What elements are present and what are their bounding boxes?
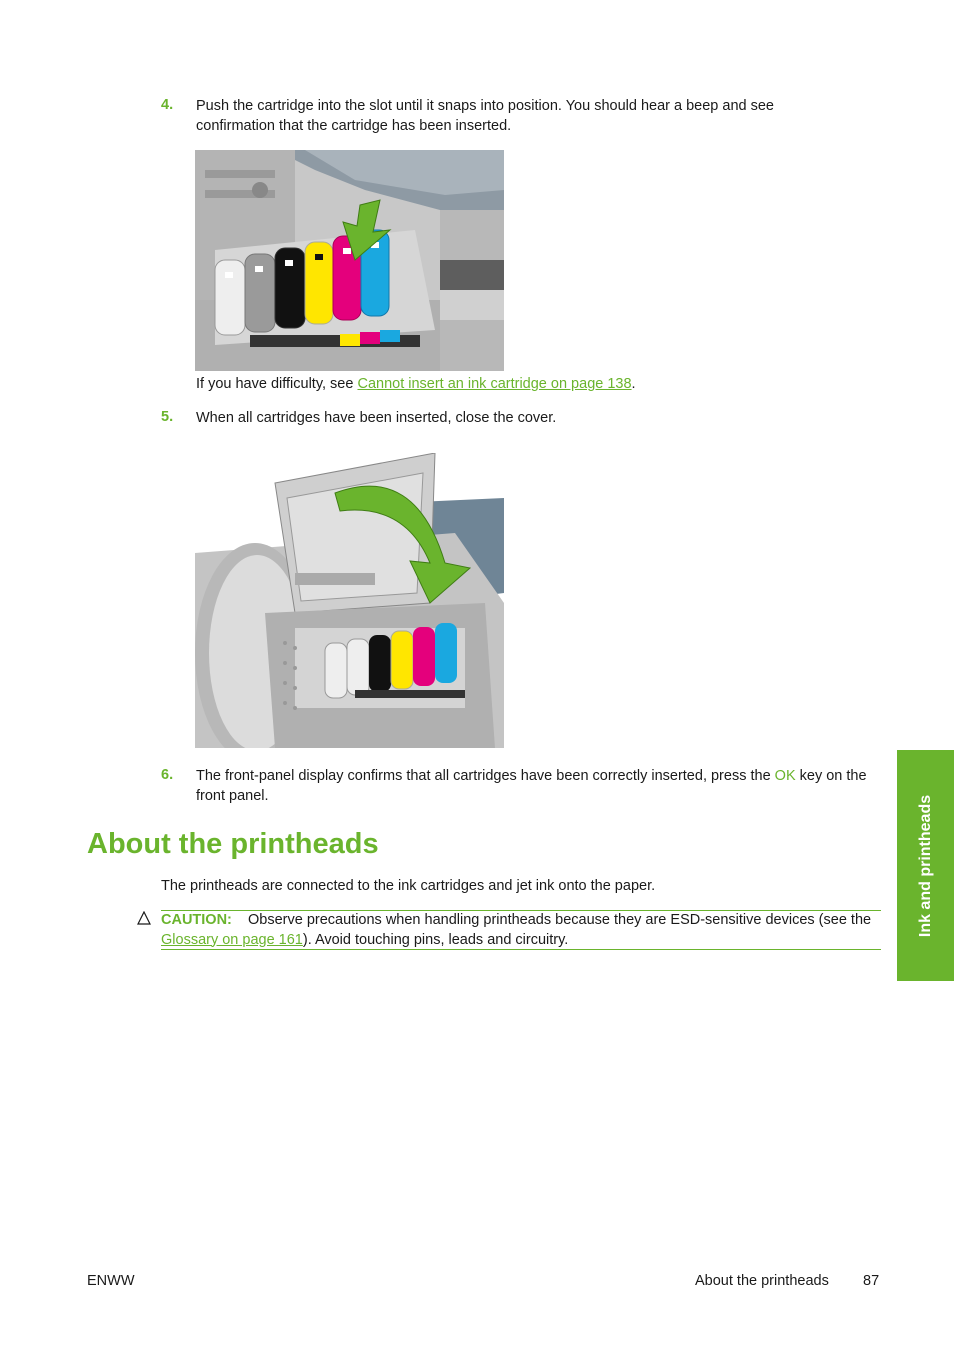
difficulty-period: .	[631, 376, 636, 392]
caution-label: CAUTION:	[161, 912, 232, 928]
section-heading: About the printheads	[87, 828, 379, 860]
step-6-text	[196, 767, 886, 806]
step-4-number: 4.	[161, 97, 174, 113]
cannot-insert-cartridge-link[interactable]: Cannot insert an ink cartridge on page 138	[357, 376, 632, 392]
caution-text	[161, 911, 881, 950]
cartridge-insertion-figure	[195, 150, 504, 371]
step-5-text: When all cartridges have been inserted, close the cover.	[196, 410, 557, 426]
close-cover-figure	[195, 453, 504, 748]
step-6-text-before: The front-panel display confirms that all cartridges have been correctly inserted, press the	[196, 768, 775, 784]
footer-section-title: About the printheads	[695, 1273, 829, 1289]
caution-text-2: ). Avoid touching pins, leads and circuitry.	[302, 931, 569, 948]
caution-text-1: Observe precautions when handling printheads because they are ESD-sensitive devices (see the	[248, 912, 872, 928]
step-6-text-after: key on the front panel.	[196, 768, 867, 804]
chapter-side-tab	[897, 750, 954, 981]
step-4-text: Push the cartridge into the slot until it snaps into position. You should hear a beep and see confirmation that the cartridge has been inserted.	[196, 98, 774, 134]
difficulty-note	[196, 375, 886, 395]
step-5-number: 5.	[161, 409, 174, 425]
ok-key: OK	[774, 768, 796, 784]
difficulty-text: If you have difficulty, see	[196, 376, 358, 392]
chapter-side-tab-label: Ink and printheads	[916, 794, 934, 937]
footer-left: ENWW	[87, 1273, 135, 1289]
section-intro: The printheads are connected to the ink cartridges and jet ink onto the paper.	[161, 878, 656, 894]
caution-triangle-icon	[137, 911, 151, 925]
glossary-link[interactable]: Glossary on page 161	[161, 931, 303, 948]
step-6-number: 6.	[161, 767, 174, 783]
footer-page-number: 87	[863, 1273, 880, 1289]
